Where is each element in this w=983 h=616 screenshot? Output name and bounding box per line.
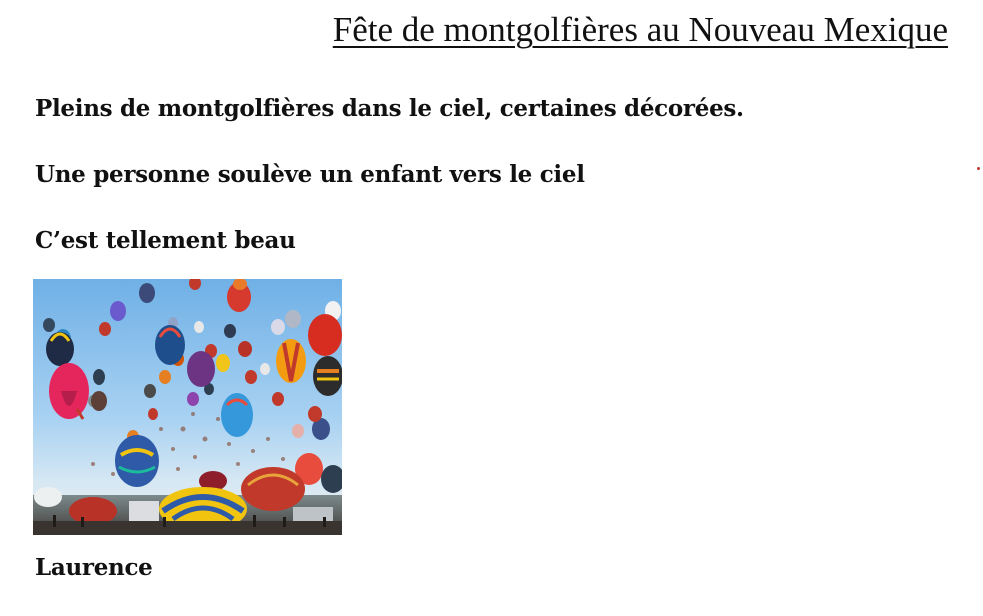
stray-mark: [977, 167, 980, 170]
balloons-illustration: [33, 279, 342, 535]
text-line-3: C’est tellement beau: [35, 227, 296, 254]
text-line-2: Une personne soulève un enfant vers le ciel: [35, 161, 585, 188]
signature: Laurence: [35, 554, 153, 581]
document-title: Fête de montgolfières au Nouveau Mexique: [332, 10, 948, 49]
balloons-photo: [33, 279, 342, 535]
text-line-1: Pleins de montgolfières dans le ciel, certaines décorées.: [35, 95, 744, 122]
